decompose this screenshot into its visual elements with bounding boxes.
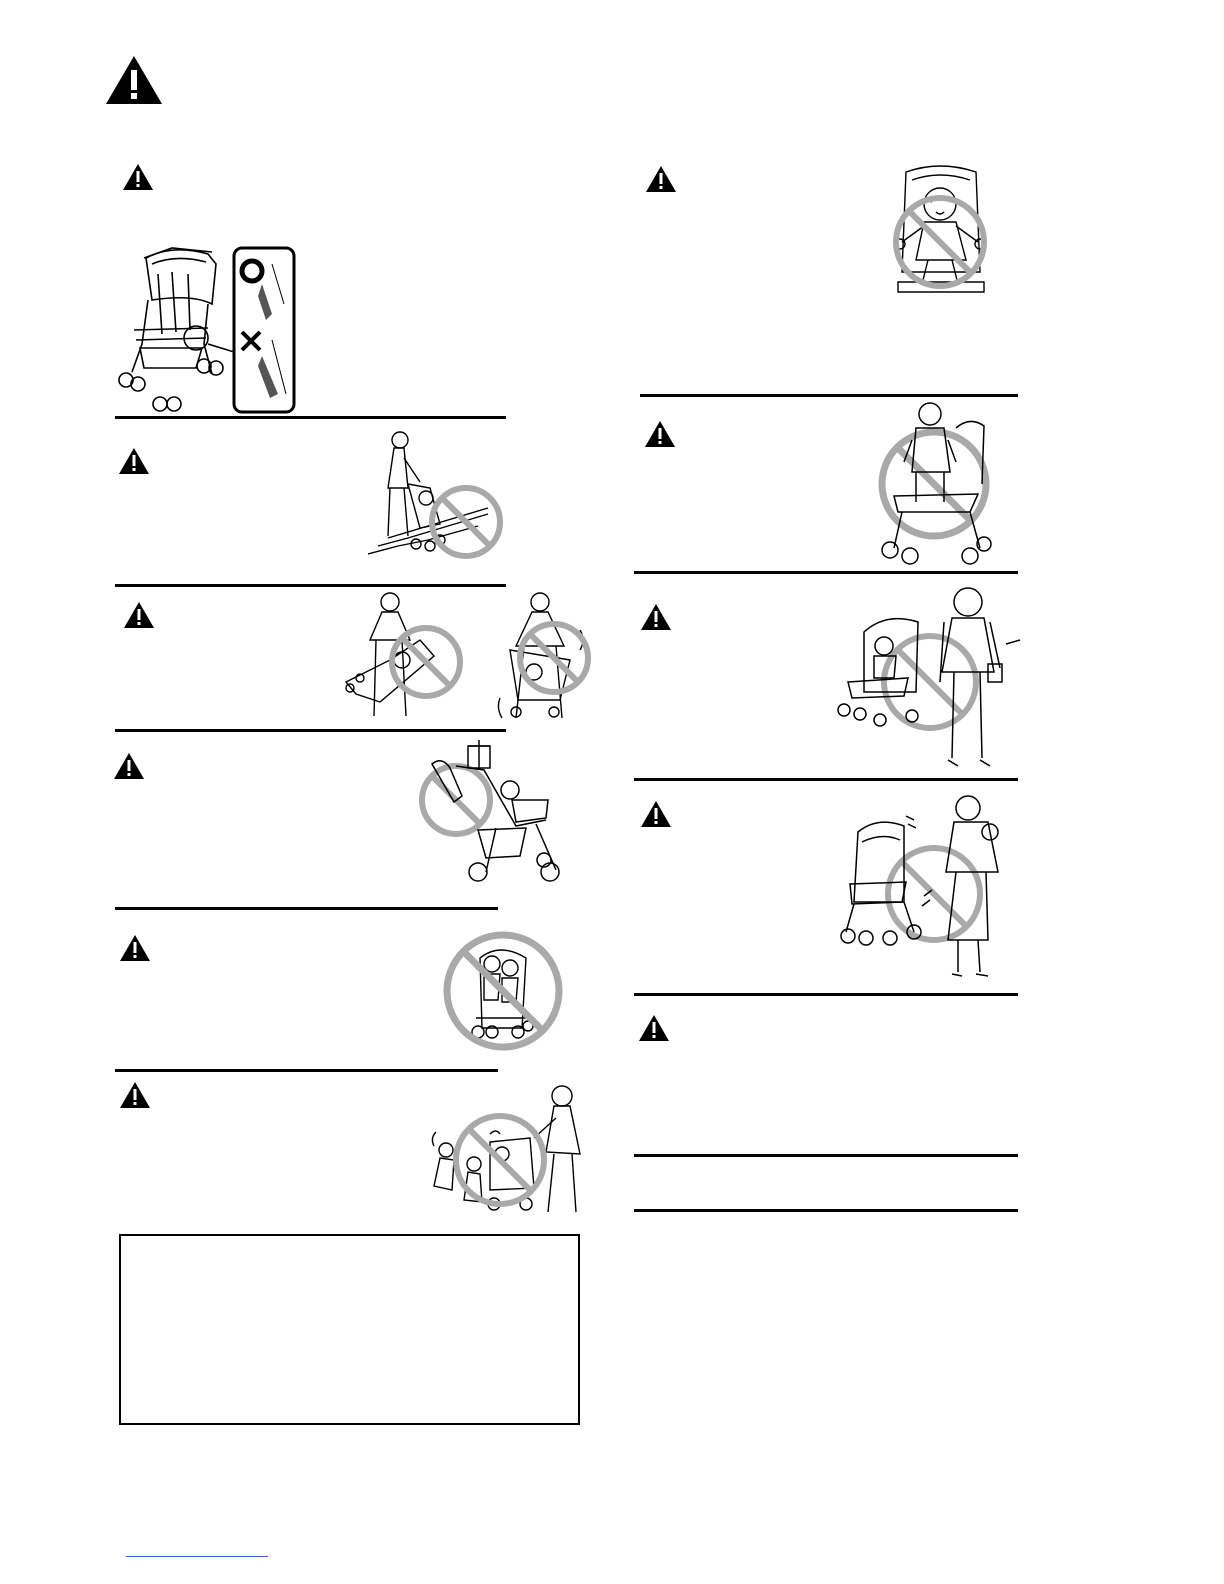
warning-icon	[122, 163, 154, 191]
brake-stroller-illustration	[112, 244, 297, 416]
folding-illustration	[340, 590, 595, 722]
section-divider	[634, 778, 1018, 781]
unattended-illustration	[834, 582, 1022, 774]
warning-icon	[645, 165, 677, 193]
section-divider	[640, 394, 1018, 397]
section-divider	[115, 729, 506, 732]
stairs-illustration	[368, 428, 508, 560]
header-warning-icon	[104, 54, 164, 106]
section-divider	[634, 1209, 1018, 1212]
warning-icon	[638, 1014, 670, 1042]
two-children-illustration	[440, 928, 566, 1054]
section-divider	[115, 584, 506, 587]
harness-illustration	[888, 160, 994, 296]
footer-link-underline[interactable]	[126, 1556, 268, 1557]
section-divider	[115, 1069, 498, 1072]
warning-icon	[113, 752, 145, 780]
warning-icon	[119, 934, 151, 962]
notice-box	[119, 1234, 580, 1425]
warning-icon	[640, 800, 672, 828]
children-playing-illustration	[430, 1082, 590, 1216]
rolling-stroller-illustration	[838, 792, 1018, 982]
warning-icon	[644, 420, 676, 448]
warning-icon	[119, 1081, 151, 1109]
section-divider	[634, 993, 1018, 996]
bags-on-handle-illustration	[416, 740, 566, 882]
standing-child-illustration	[874, 400, 998, 568]
section-divider	[115, 907, 498, 910]
warning-icon	[640, 603, 672, 631]
section-divider	[634, 571, 1018, 574]
section-divider	[634, 1154, 1018, 1157]
warning-icon	[118, 447, 150, 475]
warning-icon	[123, 601, 155, 629]
section-divider	[115, 416, 506, 419]
